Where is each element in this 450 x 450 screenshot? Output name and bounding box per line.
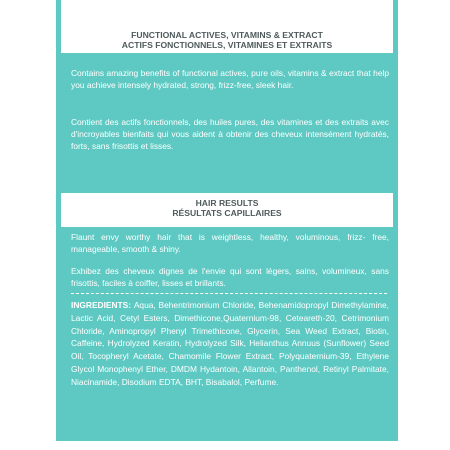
dashed-divider — [71, 293, 387, 294]
section-header-hair-results — [61, 193, 393, 227]
section-header-actives — [61, 0, 393, 53]
section-title-french: RÉSULTATS CAPILLAIRES — [172, 208, 282, 218]
ingredients-label: INGREDIENTS: — [71, 300, 134, 310]
results-english: Flaunt envy worthy hair that is weightless, healthy, voluminous, frizz- free, manageable, smooth & shiny. — [71, 232, 389, 254]
section-title-english: HAIR RESULTS — [195, 198, 259, 208]
section-title-french: ACTIFS FONCTIONNELS, VITAMINES ET EXTRAITS — [121, 40, 333, 50]
section-title-english: FUNCTIONAL ACTIVES, VITAMINS & EXTRACT — [131, 30, 323, 40]
description-french: Contient des actifs fonctionnels, des huiles pures, des vitamines et des extraits avec d'incroyables bienfaits qui vous aident à obtenir des cheveux intensément hydratés, forts, sans frisottis et lisses. — [71, 117, 389, 151]
ingredients-list — [71, 299, 389, 389]
description-english: Contains amazing benefits of functional actives, pure oils, vitamins & extract that help you achieve intensely hydrated, strong, frizz-free, sleek hair. — [71, 68, 389, 90]
results-french: Exhibez des cheveux dignes de l'envie qui sont légers, sains, volumineux, sans frisottis, faciles à coiffer, lisses et brillants. — [71, 266, 389, 288]
ingredients-text: Aqua, Behentrimonium Chloride, Behenamidopropyl Dimethylamine, Lactic Acid, Cetyl Esters, Dimethicone,Quaternium-98, Ceteareth-20, Cetrimonium Chloride, Aminopropyl Phenyl Trimethicone, Glycerin, Sea Weed Extract, Biotin, Caffeine, Hydrolyzed Keratin, Hydrolyzed Silk, Helianthus Annuus (Sunflower) Seed Oil, Tocopheryl Acetate, Chamomile Flower Extract, Polyquaternium-39, Ethylene Glycol Monophenyl Ether, DMDM Hydantoin, Allantoin, Panthenol, Retinyl Palmitate, Niacinamide, Disodium EDTA, BHT, Bisabalol, Perfume. — [71, 300, 389, 387]
product-label-panel — [56, 0, 398, 441]
